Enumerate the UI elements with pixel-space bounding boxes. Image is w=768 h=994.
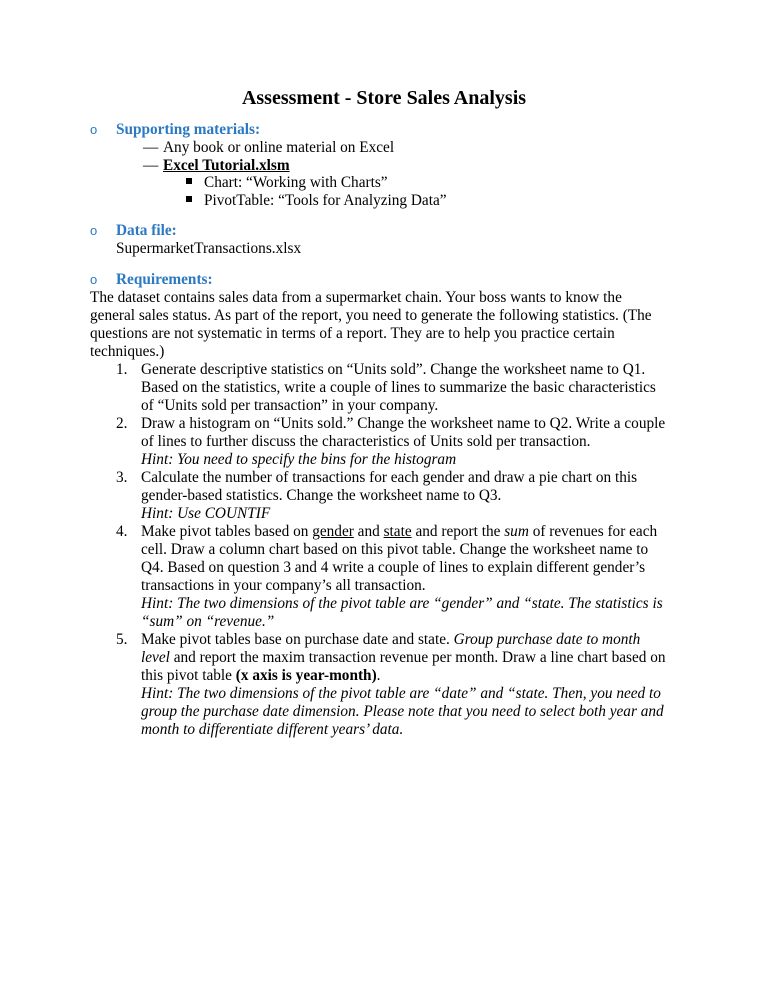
hint-text: Hint: The two dimensions of the pivot table are “gender” and “state. The statistics is: [141, 595, 663, 612]
hint-text: Hint: You need to specify the bins for the histogram: [141, 451, 457, 468]
dash-bullet-icon: —: [143, 157, 159, 174]
hint-text: group the purchase date dimension. Please note that you need to select both year and: [141, 703, 664, 720]
supporting-subitem: PivotTable: “Tools for Analyzing Data”: [186, 192, 447, 210]
page-title: Assessment - Store Sales Analysis: [241, 87, 527, 109]
supporting-item: [143, 157, 290, 175]
dash-bullet-icon: —: [143, 139, 159, 156]
intro-line: techniques.): [90, 343, 165, 360]
section-datafile: [90, 222, 177, 240]
circle-bullet-icon: o: [90, 272, 98, 287]
supporting-subitem: Chart: “Working with Charts”: [186, 174, 388, 192]
item-number: 3.: [116, 469, 128, 486]
datafile-name: SupermarketTransactions.xlsx: [116, 240, 302, 257]
item-number: 4.: [116, 523, 128, 540]
hint-text: Hint: The two dimensions of the pivot table are “date” and “state. Then, you need to: [141, 685, 661, 702]
section-requirements: [90, 271, 213, 289]
item-number: 2.: [116, 415, 128, 432]
supporting-item: — Any book or online material on Excel: [143, 139, 395, 156]
square-bullet-icon: [186, 178, 192, 184]
document-page: Assessment - Store Sales Analysis o Supporting materials: — Any book or online material on Excel — Excel Tutorial.xlsm Chart: “Working with Charts” PivotTable: “Tools for Analyzing Data” o Data file: SupermarketTransactions.xlsx o Requirements: The dataset contains sales data from a supermarket chain. Your boss wants to know the general sales status. As part of the report, you need to generate the following statistics. (The questions are not systematic in terms of a report. They are to help you practice certain techniques.) 1. Generate descriptive statistics on “Units sold”. Change the worksheet name to Q1. Based on the statistics, write a couple of lines to summarize the basic characteristics of “Units sold per transaction” in your company. 2. Draw a histogram on “Units sold.” Change the worksheet name to Q2. Write a couple of lines to further discuss the characteristics of Units sold per transaction. Hint: You need to specify the bins for the histogram 3. Calculate the number of transactions for each gender and draw a pie chart on this gender-based statistics. Change the worksheet name to Q3. Hint: Use COUNTIF 4. Make pivot tables based on gender and state and report the sum of revenues for each cell. Draw a column chart based on this pivot table. Change the worksheet name to Q4. Based on question 3 and 4 write a couple of lines to explain different gender’s transactions in your company’s all transaction. Hint: The two dimensions of the pivot table are “gender” and “state. The statistics is “sum” on “revenue.” 5. Make pivot tables base on purchase date and state. Group purchase date to month level and report the maxim transaction revenue per month. Draw a line chart based on this pivot table (x axis is year-month). Hint: The two dimensions of the pivot table are “date” and “state. Then, you need to group the purchase date dimension. Please note that you need to select both year and month to differentiate different years’ data.: [0, 0, 768, 994]
requirements-label: Requirements:: [116, 271, 213, 288]
circle-bullet-icon: o: [90, 223, 98, 238]
intro-line: questions are not systematic in terms of a report. They are to help you practice certain: [90, 325, 615, 342]
datafile-label: Data file:: [116, 222, 177, 239]
supporting-label: Supporting materials:: [116, 121, 261, 138]
item-number: 1.: [116, 361, 128, 378]
intro-line: general sales status. As part of the report, you need to generate the following statistics. (The: [90, 307, 652, 324]
excel-tutorial-file: Excel Tutorial.xlsm: [163, 157, 290, 174]
hint-text: “sum” on “revenue.”: [141, 613, 275, 630]
intro-line: The dataset contains sales data from a supermarket chain. Your boss wants to know the: [90, 289, 622, 306]
hint-text: month to differentiate different years’ data.: [141, 721, 404, 738]
square-bullet-icon: [186, 196, 192, 202]
hint-text: Hint: Use COUNTIF: [141, 505, 271, 522]
circle-bullet-icon: o: [90, 122, 98, 137]
item-number: 5.: [116, 631, 128, 648]
section-supporting: [90, 121, 260, 139]
